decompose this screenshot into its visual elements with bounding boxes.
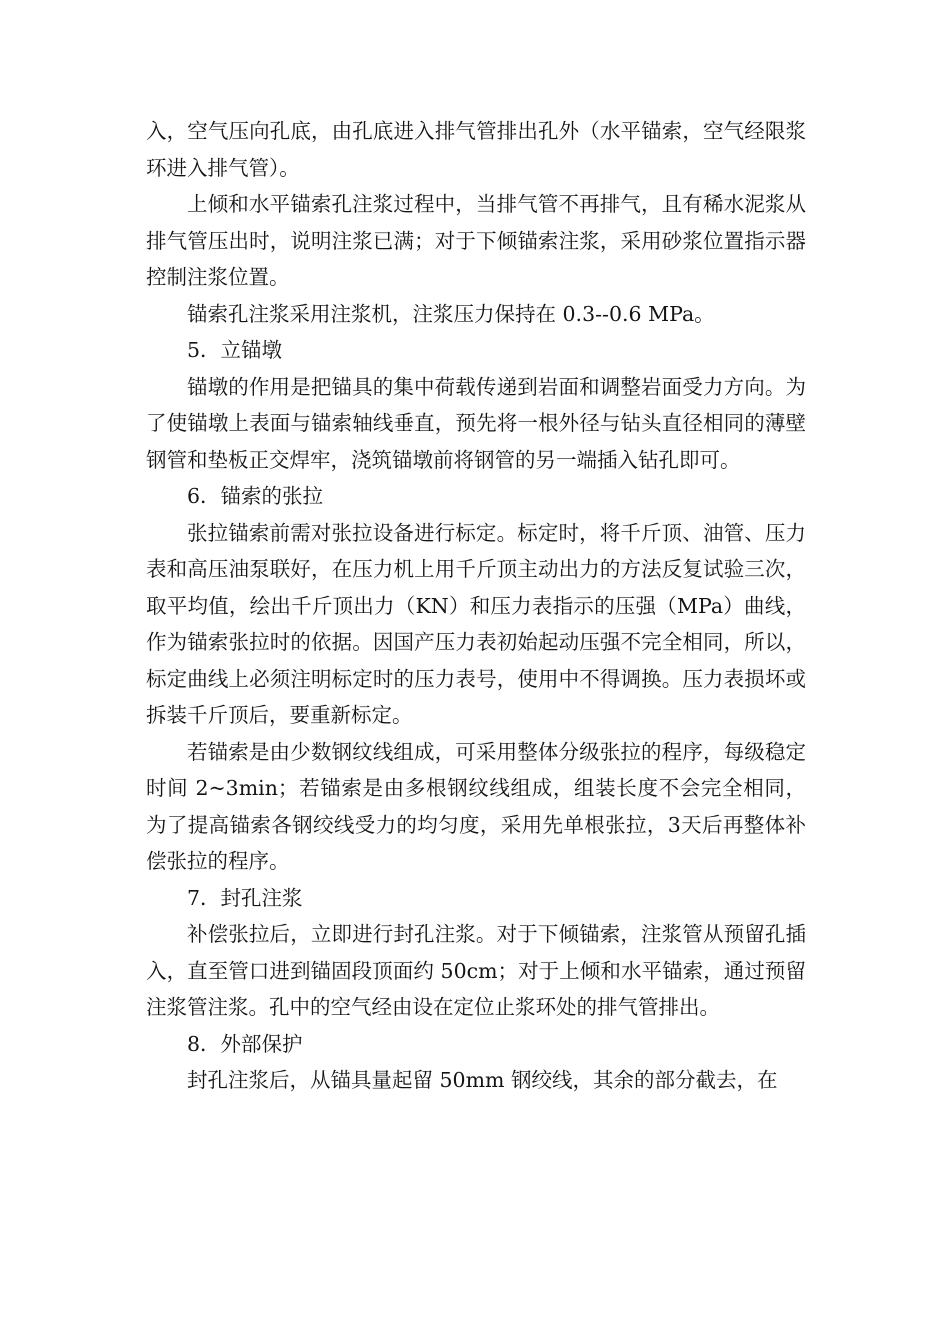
paragraph-anchor-pier: 锚墩的作用是把锚具的集中荷载传递到岩面和调整岩面受力方向。为了使锚墩上表面与锚索轴线垂直，预先将一根外径与钻头直径相同的薄壁钢管和垫板正交焊牢，浇筑锚墩前将钢管的另一端插入钻孔即可。 <box>146 374 806 472</box>
paragraph-external-protection: 封孔注浆后，从锚具量起留 50mm 钢绞线，其余的部分截去，在 <box>187 1068 778 1092</box>
section-heading-sealing-grout: 7．封孔注浆 <box>187 885 303 910</box>
paragraph-sealing-grout: 补偿张拉后，立即进行封孔注浆。对于下倾锚索，注浆管从预留孔插入，直至管口进到锚固段顶面约 50cm；对于上倾和水平锚索，通过预留注浆管注浆。孔中的空气经由设在定位止浆环处的排气管排出。 <box>146 922 806 1019</box>
section-heading-external-protection: 8．外部保护 <box>187 1031 303 1056</box>
paragraph-grouting-full: 上倾和水平锚索孔注浆过程中，当排气管不再排气，且有稀水泥浆从排气管压出时，说明注浆已满；对于下倾锚索注浆，采用砂浆位置指示器控制注浆位置。 <box>146 192 806 289</box>
paragraph-tensioning-procedure: 若锚索是由少数钢纹线组成，可采用整体分级张拉的程序，每级稳定时间 2~3min；若锚索是由多根钢纹线组成，组装长度不会完全相同，为了提高锚索各钢绞线受力的均匀度，采用先单根张拉，3天后再整体补偿张拉的程序。 <box>146 739 806 873</box>
section-heading-anchor-pier: 5．立锚墩 <box>187 338 283 362</box>
paragraph-continuation: 入，空气压向孔底，由孔底进入排气管排出孔外（水平锚索，空气经限浆环进入排气管）。 <box>146 119 806 180</box>
paragraph-calibration: 张拉锚索前需对张拉设备进行标定。标定时，将千斤顶、油管、压力表和高压油泵联好，在压力机上用千斤顶主动出力的方法反复试验三次，取平均值，绘出千斤顶出力（KN）和压力表指示的压强（MPa）曲线，作为锚索张拉时的依据。因国产压力表初始起动压强不完全相同，所以，标定曲线上必须注明标定时的压力表号，使用中不得调换。压力表损坏或拆装千斤顶后，要重新标定。 <box>146 520 806 727</box>
document-body <box>146 113 806 1099</box>
paragraph-grouting-pressure: 锚索孔注浆采用注浆机，注浆压力保持在 0.3--0.6 MPa。 <box>187 301 715 326</box>
section-heading-tensioning: 6．锚索的张拉 <box>187 484 324 508</box>
